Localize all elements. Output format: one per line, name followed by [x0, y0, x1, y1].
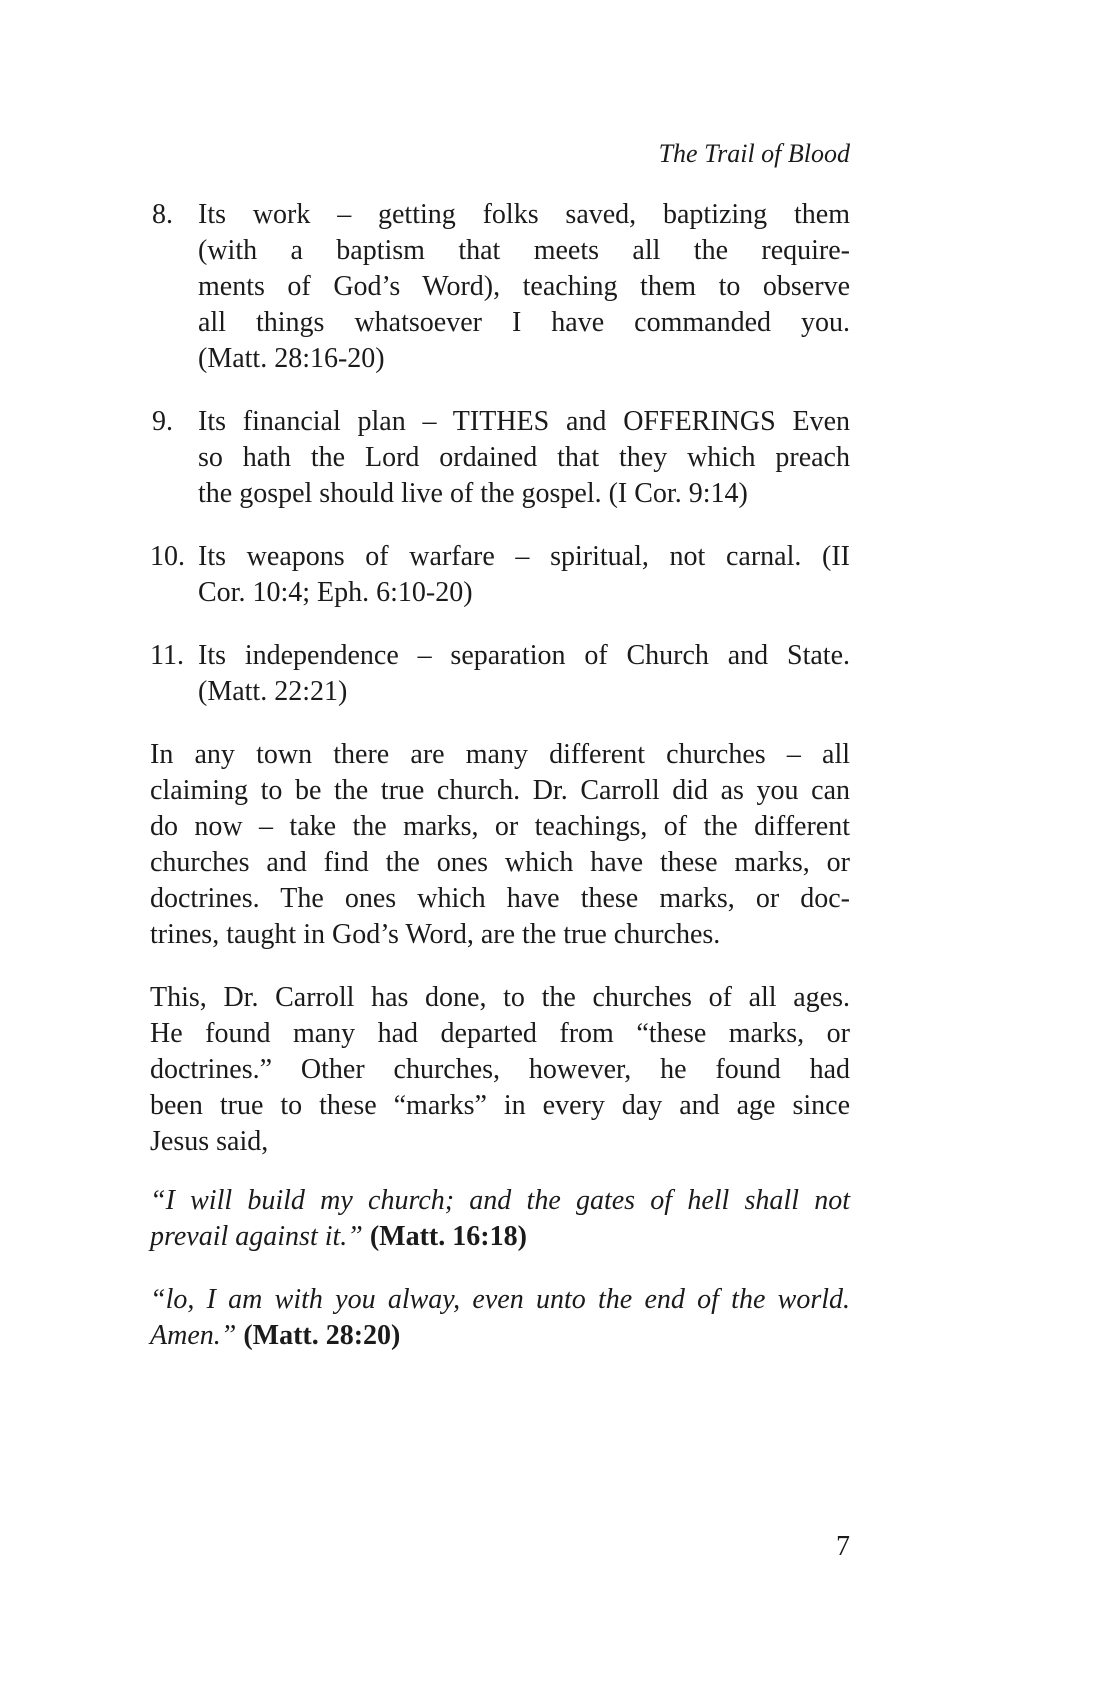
text-line — [150, 737, 850, 773]
list-number: 11. — [150, 640, 184, 671]
text-line — [198, 341, 850, 377]
text-segment: the gospel should live of the gospel. (I Cor. 9:14) — [198, 478, 748, 509]
list-item — [150, 638, 850, 710]
text-segment: doctrines. The ones which have these marks, or doc- — [150, 883, 850, 914]
text-segment: Its independence – separation of Church and State. — [198, 640, 850, 671]
text-segment: all things whatsoever I have commanded you. — [198, 307, 850, 338]
text-segment: trines, taught in God’s Word, are the true churches. — [150, 919, 721, 950]
text-line — [198, 440, 850, 476]
text-line — [198, 674, 850, 710]
page-number: 7 — [836, 1531, 850, 1562]
text-line — [150, 1124, 850, 1160]
text-line — [150, 1016, 850, 1052]
text-line — [150, 1318, 850, 1354]
scripture-reference: (Matt. 16:18) — [369, 1221, 527, 1252]
text-segment: (Matt. 28:16-20) — [198, 343, 385, 374]
text-segment: ments of God’s Word), teaching them to observe — [198, 271, 850, 302]
text-segment: Jesus said, — [150, 1126, 269, 1157]
text-line — [150, 809, 850, 845]
text-segment: churches and find the ones which have these marks, or — [150, 847, 850, 878]
text-line — [198, 233, 850, 269]
text-line — [150, 1282, 850, 1318]
paragraph — [150, 980, 850, 1160]
text-segment: been true to these “marks” in every day and age since — [150, 1090, 850, 1121]
text-segment: Amen.” — [150, 1320, 244, 1351]
text-segment: In any town there are many different churches – all — [150, 739, 850, 770]
text-segment: He found many had departed from “these marks, or — [150, 1018, 850, 1049]
text-segment: This, Dr. Carroll has done, to the churches of all ages. — [150, 982, 850, 1013]
paragraph — [150, 737, 850, 953]
list-item — [150, 539, 850, 611]
text-line — [198, 305, 850, 341]
text-segment: prevail against it.” — [150, 1221, 370, 1252]
text-line — [150, 917, 850, 953]
text-segment: Its work – getting folks saved, baptizing them — [198, 199, 850, 230]
text-line — [150, 1052, 850, 1088]
text-line — [150, 980, 850, 1016]
text-segment: doctrines.” Other churches, however, he found had — [150, 1054, 850, 1085]
text-segment: (with a baptism that meets all the require- — [198, 235, 850, 266]
list-number: 9. — [152, 406, 173, 437]
text-line — [150, 845, 850, 881]
list-number: 10. — [150, 541, 185, 572]
text-segment: “I will build my church; and the gates of hell shall not — [150, 1185, 850, 1216]
text-segment: claiming to be the true church. Dr. Carroll did as you can — [150, 775, 850, 806]
text-column — [150, 0, 850, 1354]
quote — [150, 1183, 850, 1255]
text-segment: Its weapons of warfare – spiritual, not carnal. (II — [198, 541, 850, 572]
text-line — [198, 575, 850, 611]
text-line — [198, 269, 850, 305]
scripture-reference: (Matt. 28:20) — [243, 1320, 401, 1351]
text-line — [150, 773, 850, 809]
text-segment: do now – take the marks, or teachings, of the different — [150, 811, 850, 842]
text-line — [198, 197, 850, 233]
text-line — [198, 476, 850, 512]
text-segment: so hath the Lord ordained that they which preach — [198, 442, 850, 473]
text-line — [150, 1183, 850, 1219]
list-item — [150, 197, 850, 377]
running-header: The Trail of Blood — [658, 139, 850, 168]
page-content — [150, 197, 850, 1354]
text-segment: Its financial plan – TITHES and OFFERINGS Even — [198, 406, 850, 437]
list-number: 8. — [152, 199, 173, 230]
text-line — [150, 881, 850, 917]
text-segment: “lo, I am with you alway, even unto the end of the world. — [150, 1284, 850, 1315]
text-segment: (Matt. 22:21) — [198, 676, 348, 707]
text-segment: Cor. 10:4; Eph. 6:10-20) — [198, 577, 473, 608]
text-line — [198, 404, 850, 440]
text-line — [198, 539, 850, 575]
list-item — [150, 404, 850, 512]
text-line — [150, 1219, 850, 1255]
text-line — [198, 638, 850, 674]
quote — [150, 1282, 850, 1354]
text-line — [150, 1088, 850, 1124]
